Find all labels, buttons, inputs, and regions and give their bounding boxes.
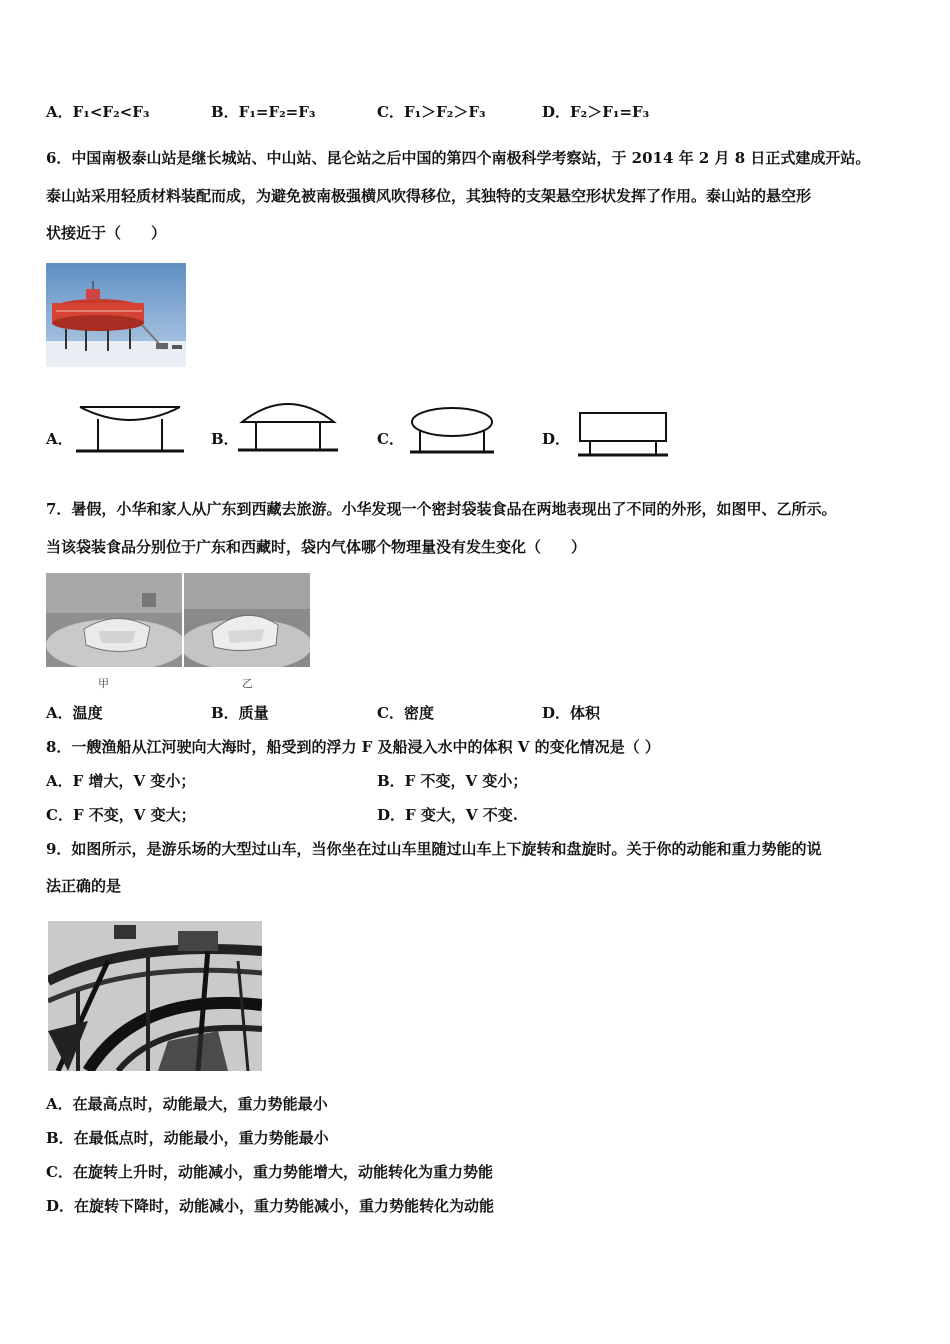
q9-option-b: B．在最低点时，动能最小，重力势能最小 (46, 1129, 329, 1147)
q7-option-d: D．体积 (542, 704, 601, 722)
q5-option-a: A．F₁<F₂<F₃ (46, 103, 150, 121)
q9-option-c: C．在旋转上升时，动能减小，重力势能增大，动能转化为重力势能 (46, 1163, 493, 1181)
q8-option-c: C．F 不变，V 变大； (46, 806, 196, 824)
food-bag-caption-yi: 乙 (242, 677, 253, 690)
q5-option-d: D．F₂＞F₁=F₃ (542, 103, 650, 121)
q6-option-d-shape (576, 409, 670, 459)
taishan-station-photo (46, 263, 186, 367)
q9-line-1: 9．如图所示，是游乐场的大型过山车，当你坐在过山车里随过山车上下旋转和盘旋时。关于你的动能和重力势能的说 (46, 840, 822, 858)
q5-options (46, 102, 906, 124)
q9-option-a: A．在最高点时，动能最大，重力势能最小 (46, 1095, 328, 1113)
q7-option-b: B．质量 (211, 704, 269, 722)
food-bag-caption-jia: 甲 (98, 677, 109, 690)
q9-line-2: 法正确的是 (46, 877, 122, 895)
q8-line-1: 8．一艘渔船从江河驶向大海时，船受到的浮力 F 及船浸入水中的体积 V 的变化情况是（ ） (46, 738, 660, 756)
q6-option-b-label: B． (211, 430, 239, 448)
q6-option-c-label: C． (377, 430, 404, 448)
q8-options-row-2 (46, 805, 906, 827)
q8-option-b: B．F 不变，V 变小； (377, 772, 528, 790)
q8-option-a: A．F 增大，V 变小； (46, 772, 196, 790)
q5-option-b: B．F₁=F₂=F₃ (211, 103, 316, 121)
q7-options (46, 703, 906, 725)
q7-line-1: 7．暑假，小华和家人从广东到西藏去旅游。小华发现一个密封袋装食品在两地表现出了不同的外形，如图甲、乙所示。 (46, 500, 837, 518)
q7-option-a: A．温度 (46, 704, 103, 722)
q6-line-1: 6．中国南极泰山站是继长城站、中山站、昆仑站之后中国的第四个南极科学考察站，于 2014 年 2 月 8 日正式建成开站。 (46, 149, 871, 167)
q7-line-2: 当该袋装食品分别位于广东和西藏时，袋内气体哪个物理量没有发生变化（ ） (46, 538, 587, 556)
q6-option-b-shape (238, 396, 338, 454)
q6-line-2: 泰山站采用轻质材料装配而成，为避免被南极强横风吹得移位，其独特的支架悬空形状发挥了作用。泰山站的悬空形 (46, 187, 812, 205)
roller-coaster-photo (48, 921, 262, 1071)
q8-options-row-1 (46, 771, 906, 793)
q6-option-d-label: D． (542, 430, 571, 448)
q6-option-a-shape (76, 403, 184, 455)
food-bag-photo-yi (184, 573, 310, 667)
q6-option-c-shape (408, 404, 496, 456)
q9-option-d: D．在旋转下降时，动能减小，重力势能减小，重力势能转化为动能 (46, 1197, 495, 1215)
q6-line-3: 状接近于（ ） (46, 224, 167, 242)
q5-option-c: C．F₁＞F₂＞F₃ (377, 103, 486, 121)
food-bag-photo-jia (46, 573, 182, 667)
q6-option-a-label: A． (46, 430, 73, 448)
q8-option-d: D．F 变大，V 不变. (377, 806, 518, 824)
q7-option-c: C．密度 (377, 704, 434, 722)
